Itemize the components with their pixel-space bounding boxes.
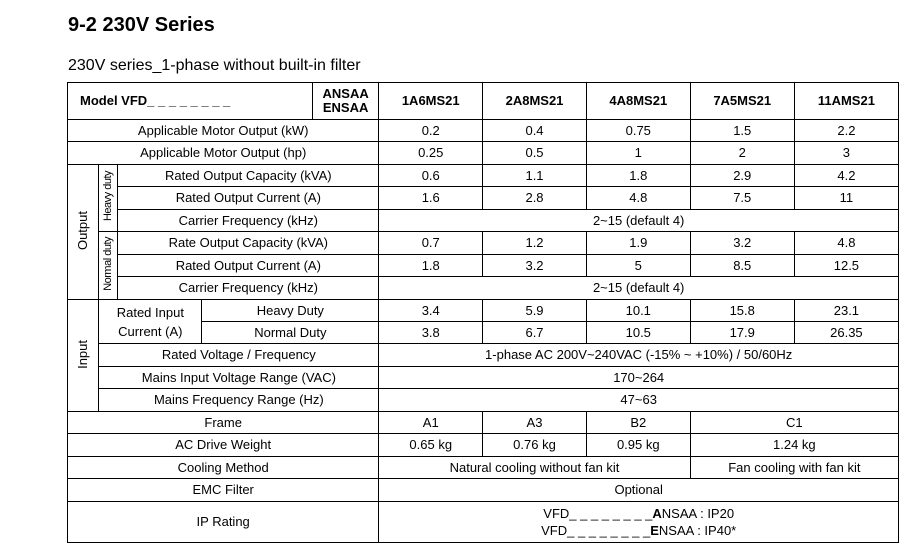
model-header: 2A8MS21 [483,83,587,120]
table-row [68,120,899,142]
table-cell: 7.5 [690,187,794,210]
table-cell: 1 [586,142,690,165]
ip-prefix: VFD_ _ _ _ _ _ _ _ [541,523,651,538]
table-cell-merged: 2~15 (default 4) [379,210,899,232]
table-cell: 1.6 [379,187,483,210]
table-cell-merged: 2~15 (default 4) [379,277,899,300]
header-row [68,83,899,120]
row-label: Applicable Motor Output (kW) [68,120,379,142]
page-title: 9-2 230V Series [68,14,215,36]
table-cell: 4.8 [794,232,898,255]
row-label: Heavy Duty [202,300,379,322]
table-row [68,479,899,502]
row-label: Carrier Frequency (kHz) [118,277,379,300]
ip-line-ansaa [379,505,898,522]
table-row [68,142,899,165]
table-cell: B2 [586,412,690,434]
table-cell: 23.1 [794,300,898,322]
spec-table [67,82,899,543]
ip-rating-cell [379,502,899,543]
table-row [68,434,899,457]
table-cell: 10.1 [586,300,690,322]
table-cell: 2.9 [690,165,794,187]
table-cell: 1.5 [690,120,794,142]
ip-suffix: NSAA : IP40* [658,523,737,538]
row-label: Normal Duty [202,322,379,344]
table-cell: 4.8 [586,187,690,210]
table-cell: 0.6 [379,165,483,187]
output-vertical-text: Output [75,210,91,251]
heavy-duty-label [99,165,118,232]
table-row [68,457,899,479]
row-label: Rated Output Capacity (kVA) [118,165,379,187]
table-cell: 26.35 [794,322,898,344]
row-label: Rated Output Current (A) [118,255,379,277]
model-header: 4A8MS21 [586,83,690,120]
table-cell-merged: Natural cooling without fan kit [379,457,690,479]
ip-bold-letter: A [652,506,662,521]
row-label: Rate Output Capacity (kVA) [118,232,379,255]
table-row [68,344,899,367]
table-cell: 2.2 [794,120,898,142]
table-cell: 1.8 [586,165,690,187]
table-row [68,300,899,322]
table-cell: 17.9 [690,322,794,344]
model-suffix-cell [312,83,378,120]
table-cell: 8.5 [690,255,794,277]
table-cell: 0.75 [586,120,690,142]
table-cell: 5.9 [483,300,587,322]
table-cell-merged: C1 [690,412,898,434]
table-row [68,502,899,543]
row-label: Cooling Method [68,457,379,479]
table-cell: 0.95 kg [586,434,690,457]
table-cell: 11 [794,187,898,210]
table-row [68,210,899,232]
table-cell: 0.5 [483,142,587,165]
row-label: IP Rating [68,502,379,543]
table-row [68,165,899,187]
table-cell-merged: 47~63 [379,389,899,412]
table-row [68,277,899,300]
row-label: Rated Output Current (A) [118,187,379,210]
model-header: 11AMS21 [794,83,898,120]
rated-input-label-line2: Current (A) [118,323,183,339]
table-row [68,232,899,255]
heavy-duty-vertical-text: Heavy duty [102,171,115,222]
table-cell: 4.2 [794,165,898,187]
table-cell: 0.4 [483,120,587,142]
input-vertical-text: Input [75,339,91,369]
table-cell: 3.2 [690,232,794,255]
row-label: AC Drive Weight [68,434,379,457]
row-label: Mains Frequency Range (Hz) [99,389,379,412]
model-header: 7A5MS21 [690,83,794,120]
table-cell: 3 [794,142,898,165]
row-label: Mains Input Voltage Range (VAC) [99,367,379,389]
table-cell: 3.2 [483,255,587,277]
table-row [68,412,899,434]
table-row [68,367,899,389]
table-cell: 10.5 [586,322,690,344]
table-cell: 5 [586,255,690,277]
table-cell: 3.4 [379,300,483,322]
table-cell-merged: Fan cooling with fan kit [690,457,898,479]
table-cell: 15.8 [690,300,794,322]
output-group-label [68,165,99,300]
ip-prefix: VFD_ _ _ _ _ _ _ _ [543,506,653,521]
table-cell: 2 [690,142,794,165]
table-cell: 0.65 kg [379,434,483,457]
ip-suffix: NSAA : IP20 [661,506,735,521]
table-row [68,187,899,210]
table-cell: 0.25 [379,142,483,165]
table-cell: 1.1 [483,165,587,187]
table-cell: 6.7 [483,322,587,344]
normal-duty-vertical-text: Normal duty [102,237,115,291]
table-caption: 230V series_1-phase without built-in filter [68,57,361,74]
table-cell: 1.9 [586,232,690,255]
input-group-label [68,300,99,412]
rated-input-label-line1: Rated Input [116,304,184,320]
row-label: EMC Filter [68,479,379,502]
table-cell: 2.8 [483,187,587,210]
table-cell: A3 [483,412,587,434]
table-cell: 3.8 [379,322,483,344]
table-cell-merged: Optional [379,479,899,502]
table-row [68,389,899,412]
ip-line-ensaa [379,522,898,539]
table-cell-merged: 1-phase AC 200V~240VAC (-15% ~ +10%) / 50/60Hz [379,344,899,367]
model-label: Model VFD_ _ _ _ _ _ _ _ [68,83,313,120]
table-cell: 1.8 [379,255,483,277]
table-cell: 0.7 [379,232,483,255]
table-row [68,255,899,277]
table-cell-merged: 170~264 [379,367,899,389]
normal-duty-label [99,232,118,300]
table-cell: 0.2 [379,120,483,142]
table-cell: A1 [379,412,483,434]
row-label: Applicable Motor Output (hp) [68,142,379,165]
row-label: Carrier Frequency (kHz) [118,210,379,232]
table-cell-merged: 1.24 kg [690,434,898,457]
table-cell: 1.2 [483,232,587,255]
suffix-ansaa: ANSAA [322,86,369,101]
row-label: Rated Voltage / Frequency [99,344,379,367]
model-header: 1A6MS21 [379,83,483,120]
row-label: Frame [68,412,379,434]
suffix-ensaa: ENSAA [322,100,369,115]
table-cell: 12.5 [794,255,898,277]
table-cell: 0.76 kg [483,434,587,457]
rated-input-current-label [99,300,202,344]
ip-bold-letter: E [650,523,659,538]
